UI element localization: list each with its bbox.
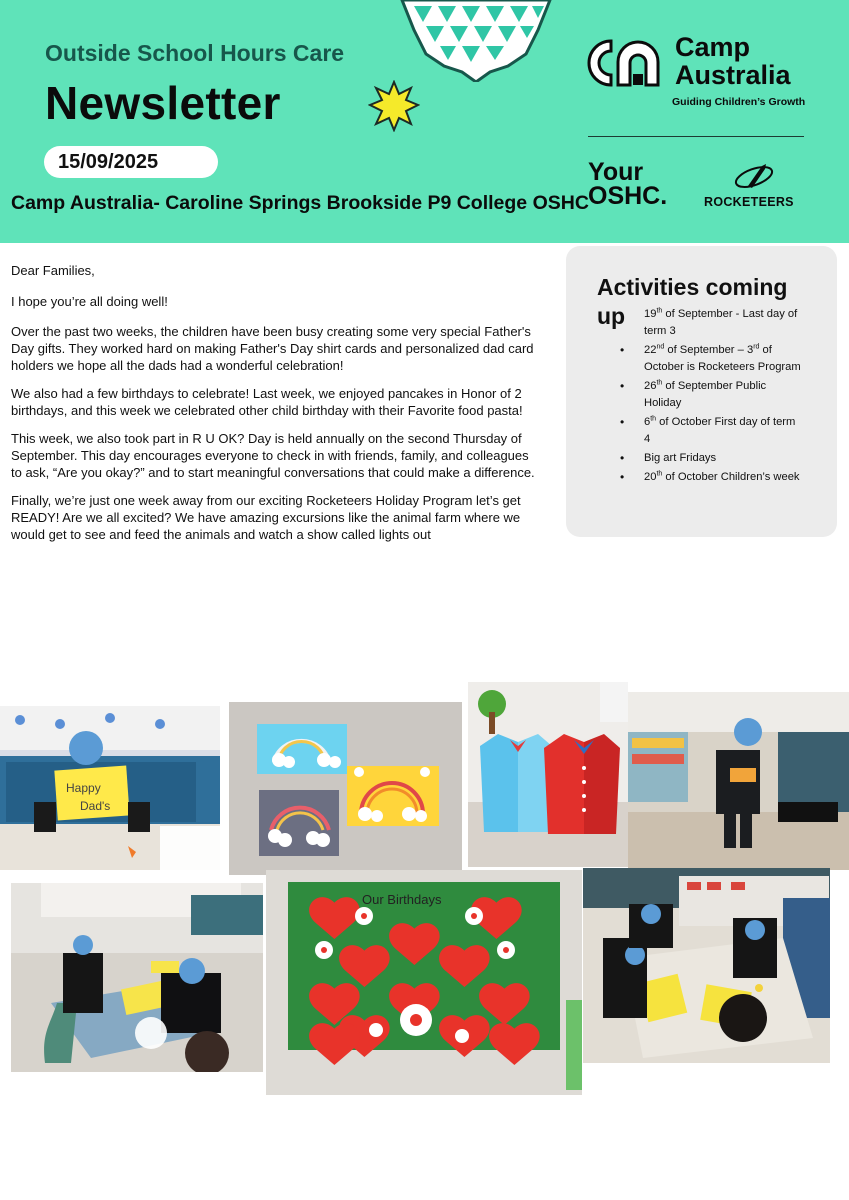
- sun-star-icon: [368, 80, 420, 132]
- rocket-icon: [732, 160, 776, 190]
- activity-item: 19th of September - Last day of term 3: [644, 307, 798, 337]
- triangle-badge-icon: [398, 0, 554, 82]
- letter-body: [11, 262, 536, 554]
- photo-card-holder: [628, 692, 849, 870]
- your-oshc-oshc: OSHC.: [588, 182, 668, 210]
- photo-birthday-poster: [266, 870, 582, 1095]
- photo-fathers-day-card: [0, 706, 220, 870]
- card-text: Dad's: [80, 799, 111, 813]
- face-blur-icon: [641, 904, 661, 924]
- letter-paragraph: This week, we also took part in R U OK? Day is held annually on the second Thursday of September. This day encourages everyone to check in with friends, family, and colleagues to ask, “Are you okay?” and to start meaningful conversations that could make a difference.: [11, 431, 535, 480]
- newsletter-header: [0, 0, 849, 243]
- photo-children-crafting: [11, 883, 263, 1072]
- logo-tagline: Guiding Children’s Growth: [672, 96, 806, 108]
- activity-item: • 26th of September Public Holiday: [644, 378, 804, 412]
- letter-greeting: Dear Families,: [11, 263, 95, 278]
- header-divider: [588, 136, 804, 137]
- camp-australia-logo-icon: [584, 36, 670, 90]
- face-blur-icon: [69, 731, 103, 765]
- activity-item: • Big art Fridays: [644, 450, 804, 467]
- date-badge: 15/09/2025: [44, 146, 218, 178]
- your-oshc-your: Your: [588, 158, 644, 186]
- face-blur-icon: [73, 935, 93, 955]
- activity-item: • 6th of October First day of term 4: [644, 414, 804, 448]
- letter-paragraph: Finally, we’re just one week away from our exciting Rocketeers Holiday Program let’s get READY! Are we all excited? We have amazing excursions like the animal farm where we would get to see and feed the animals and watch a show called lights out: [11, 493, 521, 542]
- card-text: Happy: [66, 781, 101, 795]
- poster-title: Our Birthdays: [362, 892, 442, 907]
- face-blur-icon: [734, 718, 762, 746]
- face-blur-icon: [745, 920, 765, 940]
- photo-ruok-activity: [583, 868, 830, 1063]
- rocketeers-logo-text: ROCKETEERS: [704, 195, 794, 209]
- photo-shirt-cards: [468, 682, 628, 867]
- logo-camp-text: Camp: [675, 32, 751, 62]
- activities-panel: [566, 246, 837, 537]
- activity-item: • 22nd of September – 3rd of October is Rocketeers Program: [644, 342, 804, 376]
- letter-paragraph: We also had a few birthdays to celebrate! Last week, we enjoyed pancakes in Honor of 2 birthdays, and this week we celebrated other child birthday with their Favorite food pasta!: [11, 386, 523, 418]
- photo-rainbow-crafts: [229, 702, 462, 875]
- letter-paragraph: Over the past two weeks, the children have been busy creating some very special Father's Day gifts. They worked hard on making Father's Day shirt cards and personalized dad card holders we hope all the dads had a wonderful celebration!: [11, 324, 534, 373]
- service-name: Camp Australia- Caroline Springs Brookside P9 College OSHC: [11, 192, 589, 214]
- letter-intro: I hope you’re all doing well!: [11, 294, 168, 309]
- activities-title: Activities coming up: [597, 274, 788, 329]
- page-title: Newsletter: [45, 77, 281, 129]
- face-blur-icon: [179, 958, 205, 984]
- activity-item: • 20th of October Children’s week: [644, 469, 804, 486]
- logo-australia-text: Australia: [675, 60, 791, 90]
- activities-list: [644, 306, 804, 488]
- header-kicker: Outside School Hours Care: [45, 40, 345, 66]
